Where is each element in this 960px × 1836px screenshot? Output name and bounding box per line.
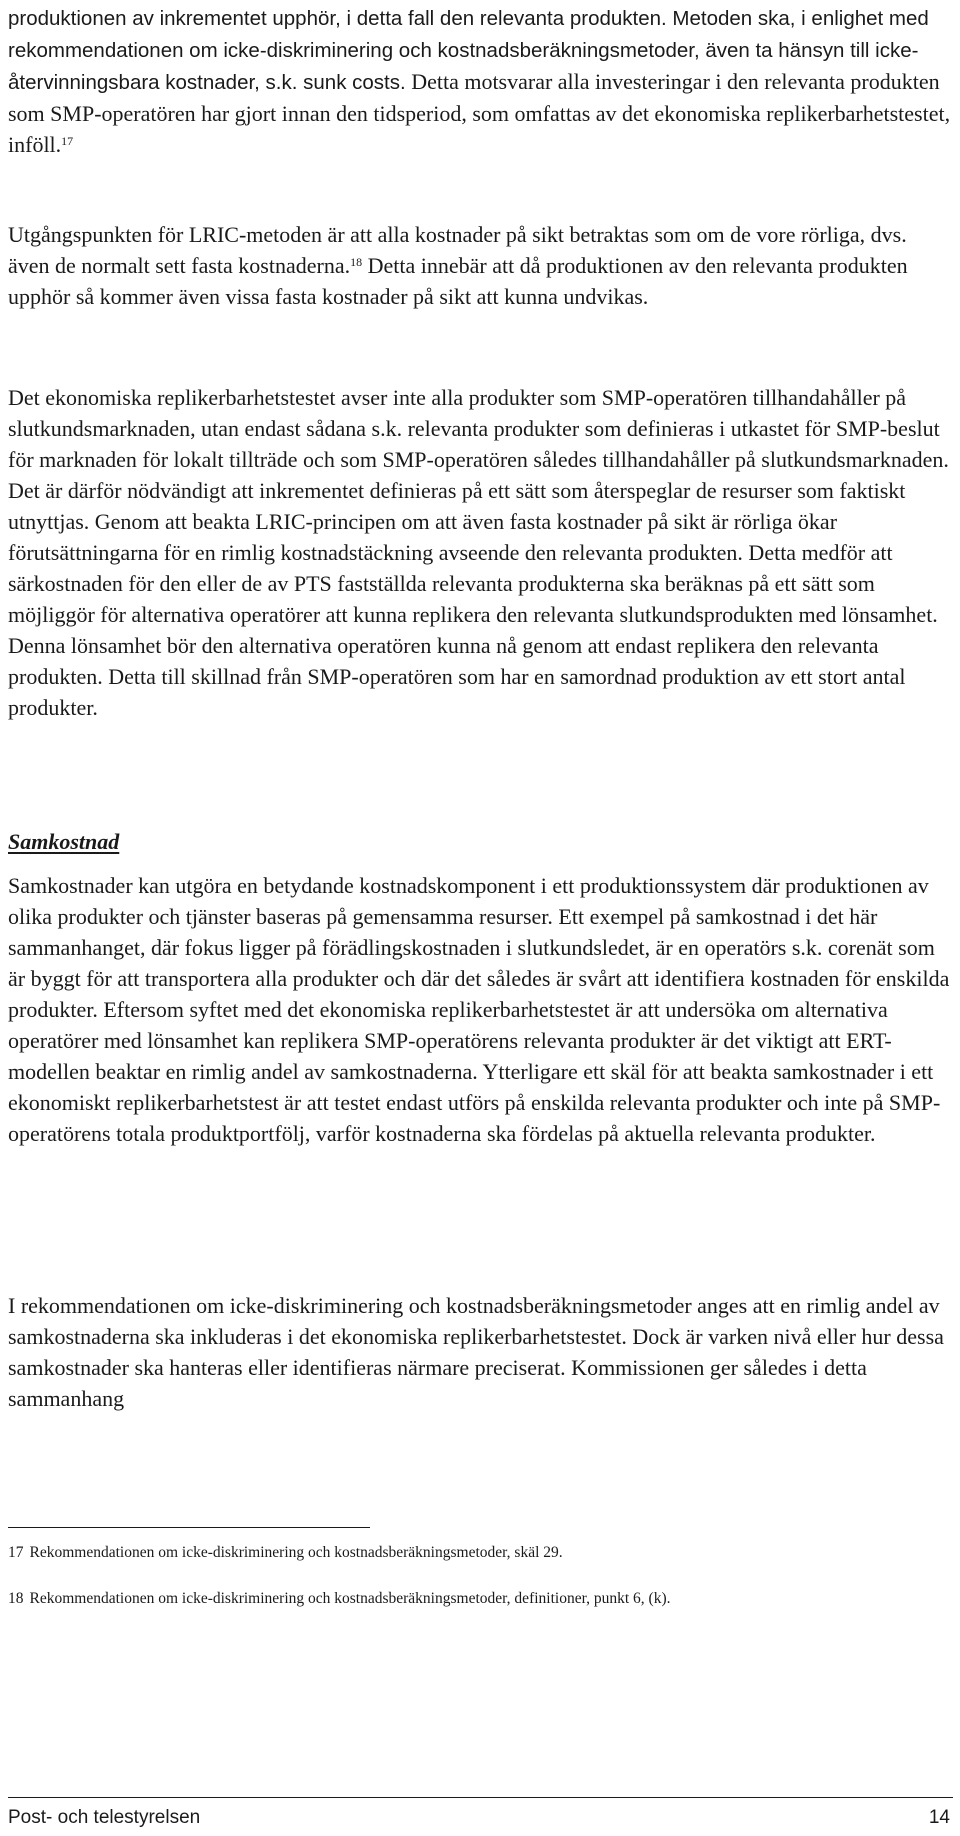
footnote-text: Rekommendationen om icke-diskriminering och kostnadsberäkningsmetoder, skäl 29.: [29, 1544, 563, 1561]
paragraph-lric-sunk-costs: [8, 2, 953, 160]
paragraph-replicability-test: Det ekonomiska replikerbarhetstestet avser inte alla produkter som SMP-operatören tillhandahåller på slutkundsmarknaden, utan endast sådana s.k. relevanta produkter som definieras i utkastet för SMP-beslut för marknaden för lokalt tillträde och som SMP-operatören således tillhandahåller på slutkundsmarknaden. Det är därför nödvändigt att inkrementet definieras på ett sätt som återspeglar de resurser som faktiskt utnyttjas. Genom att beakta LRIC-principen om att även fasta kostnader på sikt är rörliga ökar förutsättningarna för en rimlig kostnadstäckning avseende den relevanta produkten. Detta medför att särkostnaden för den eller de av PTS fastställda relevanta produkterna ska beräknas på ett sätt som möjliggör för alternativa operatörer att kunna replikera den relevanta slutkundsprodukten med lönsamhet. Denna lönsamhet bör den alternativa operatören kunna nå genom att endast replikera den relevanta produkten. Detta till skillnad från SMP-operatören som har en samordnad produktion av ett stort antal produkter.: [8, 385, 949, 720]
paragraph-lead-text: produktionen av inkrementet upphör, i detta fall den relevanta produkten.: [8, 7, 667, 30]
paragraph-text: Utgångspunkten för LRIC-metoden är att alla kostnader på sikt betraktas som om de vore rörliga, dvs. även de normalt sett fasta kostnaderna.: [8, 222, 907, 278]
footnote-18: [8, 1589, 953, 1609]
footnote-number: 17: [8, 1544, 24, 1561]
footnote-17: [8, 1543, 953, 1563]
paragraph-lric-starting-point: [8, 219, 953, 312]
page-number: 14: [928, 1807, 950, 1828]
footnote-text: Rekommendationen om icke-diskriminering och kostnadsberäkningsmetoder, definitioner, punkt 6, (k).: [29, 1590, 671, 1607]
footer-separator: [8, 1797, 953, 1798]
section-heading: Samkostnad: [8, 829, 120, 854]
paragraph-common-costs: Samkostnader kan utgöra en betydande kostnadskomponent i ett produktionssystem där produktionen av olika produkter och tjänster baseras på gemensamma resurser. Ett exempel på samkostnad i det här sammanhanget, där fokus ligger på förädlingskostnaden i slutkundsledet, är en operatörs s.k. corenät som är byggt för att transportera alla produkter och där det således är svårt att identifiera kostnaden för enskilda produkter. Eftersom syftet med det ekonomiska replikerbarhetstestet är att undersöka om alternativa operatörer med lönsamhet kan replikera SMP-operatörens relevanta produkter är det viktigt att ERT-modellen beaktar en rimlig andel av samkostnaderna. Ytterligare ett skäl för att beakta samkostnader i ett ekonomiskt replikerbarhetstest är att testet endast utförs på enskilda relevanta produkter och inte på SMP-operatörens totala produktportfölj, varför kostnaderna ska fördelas på aktuella relevanta produkter.: [8, 873, 950, 1146]
paragraph-text-continued: Detta innebär att då produktionen av den relevanta produkten upphör så kommer även vissa fasta kostnader på sikt att kunna undvikas.: [8, 253, 908, 309]
footnote-reference-18[interactable]: 18: [350, 255, 363, 269]
footnote-reference-17[interactable]: 17: [61, 134, 74, 148]
paragraph-lead-text-continued: Metoden ska, i enlighet med rekommendationen om icke-diskriminering och kostnadsberäkningsmetoder, även ta hänsyn till icke-återvinningsbara kostnader, s.k. sunk costs.: [8, 7, 929, 94]
paragraph-text: Detta motsvarar alla investeringar i den relevanta produkten som SMP-operatören har gjort innan den tidsperiod, som omfattas av det ekonomiska replikerbarhetstestet, inföll.: [8, 69, 951, 157]
paragraph-recommendation: I rekommendationen om icke-diskriminering och kostnadsberäkningsmetoder anges att en rimlig andel av samkostnaderna ska inkluderas i det ekonomiska replikerbarhetstestet. Dock är varken nivå eller hur dessa samkostnader ska hanteras eller identifieras närmare preciserat. Kommissionen ger således i detta sammanhang: [8, 1293, 944, 1411]
footnote-number: 18: [8, 1590, 24, 1607]
footnote-separator: [8, 1527, 370, 1528]
footer-organization: Post- och telestyrelsen: [8, 1807, 201, 1828]
